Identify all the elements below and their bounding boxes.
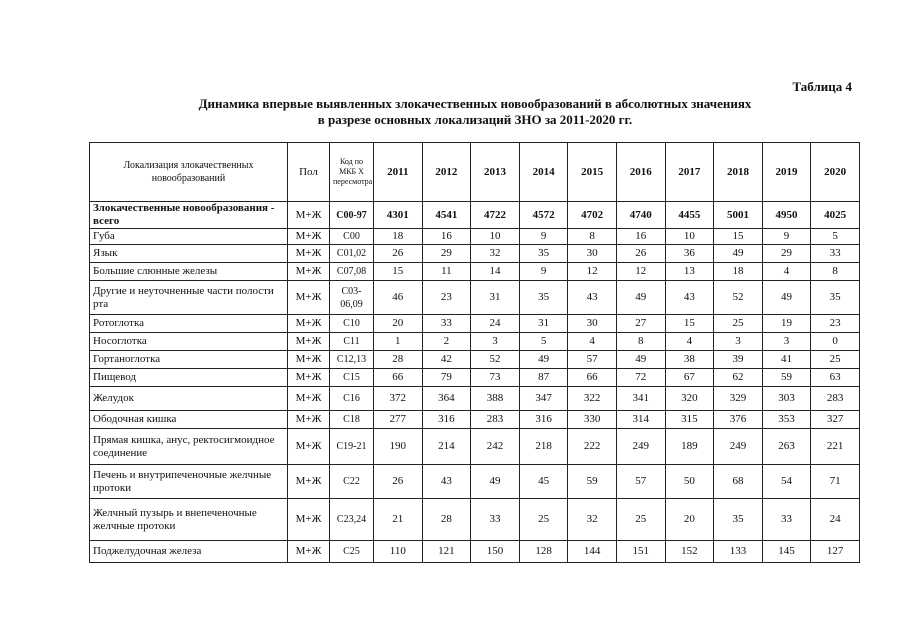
localization-cell: Большие слюнные железы bbox=[90, 263, 288, 281]
header-year: 2013 bbox=[471, 143, 520, 202]
table-title bbox=[150, 96, 800, 128]
value-cell: 32 bbox=[471, 245, 520, 263]
value-cell: 8 bbox=[568, 229, 617, 245]
value-cell: 190 bbox=[374, 429, 423, 465]
value-cell: 189 bbox=[665, 429, 714, 465]
value-cell: 25 bbox=[519, 499, 568, 541]
value-cell: 19 bbox=[762, 315, 811, 333]
header-year: 2020 bbox=[811, 143, 860, 202]
value-cell: 24 bbox=[471, 315, 520, 333]
header-year: 2011 bbox=[374, 143, 423, 202]
table-row bbox=[90, 333, 860, 351]
value-cell: 214 bbox=[422, 429, 471, 465]
value-cell: 66 bbox=[374, 369, 423, 387]
value-cell: 121 bbox=[422, 541, 471, 563]
value-cell: 57 bbox=[616, 465, 665, 499]
value-cell: 4025 bbox=[811, 202, 860, 229]
value-cell: 133 bbox=[714, 541, 763, 563]
value-cell: 320 bbox=[665, 387, 714, 411]
value-cell: 20 bbox=[665, 499, 714, 541]
code-cell: C25 bbox=[330, 541, 374, 563]
value-cell: 3 bbox=[762, 333, 811, 351]
value-cell: 27 bbox=[616, 315, 665, 333]
value-cell: 36 bbox=[665, 245, 714, 263]
value-cell: 21 bbox=[374, 499, 423, 541]
value-cell: 15 bbox=[714, 229, 763, 245]
value-cell: 4722 bbox=[471, 202, 520, 229]
table-row bbox=[90, 229, 860, 245]
value-cell: 16 bbox=[422, 229, 471, 245]
value-cell: 28 bbox=[422, 499, 471, 541]
value-cell: 52 bbox=[471, 351, 520, 369]
value-cell: 315 bbox=[665, 411, 714, 429]
sex-cell: М+Ж bbox=[288, 281, 330, 315]
value-cell: 329 bbox=[714, 387, 763, 411]
table-label: Таблица 4 bbox=[792, 79, 852, 94]
table-row bbox=[90, 429, 860, 465]
value-cell: 10 bbox=[471, 229, 520, 245]
value-cell: 59 bbox=[762, 369, 811, 387]
localization-cell: Другие и неуточненные части полости рта bbox=[90, 281, 288, 315]
value-cell: 25 bbox=[714, 315, 763, 333]
value-cell: 31 bbox=[519, 315, 568, 333]
code-cell: C19-21 bbox=[330, 429, 374, 465]
value-cell: 59 bbox=[568, 465, 617, 499]
value-cell: 57 bbox=[568, 351, 617, 369]
header-year: 2015 bbox=[568, 143, 617, 202]
table-header-row bbox=[90, 143, 860, 202]
value-cell: 3 bbox=[714, 333, 763, 351]
value-cell: 49 bbox=[616, 281, 665, 315]
value-cell: 8 bbox=[811, 263, 860, 281]
incidence-table bbox=[89, 142, 860, 563]
code-cell: C01,02 bbox=[330, 245, 374, 263]
value-cell: 29 bbox=[422, 245, 471, 263]
value-cell: 68 bbox=[714, 465, 763, 499]
value-cell: 4455 bbox=[665, 202, 714, 229]
value-cell: 24 bbox=[811, 499, 860, 541]
value-cell: 41 bbox=[762, 351, 811, 369]
sex-cell: М+Ж bbox=[288, 245, 330, 263]
sex-cell: М+Ж bbox=[288, 369, 330, 387]
value-cell: 376 bbox=[714, 411, 763, 429]
value-cell: 66 bbox=[568, 369, 617, 387]
value-cell: 35 bbox=[519, 281, 568, 315]
value-cell: 303 bbox=[762, 387, 811, 411]
value-cell: 35 bbox=[519, 245, 568, 263]
code-cell: C18 bbox=[330, 411, 374, 429]
value-cell: 9 bbox=[519, 263, 568, 281]
value-cell: 249 bbox=[714, 429, 763, 465]
value-cell: 23 bbox=[811, 315, 860, 333]
value-cell: 327 bbox=[811, 411, 860, 429]
value-cell: 128 bbox=[519, 541, 568, 563]
table-row bbox=[90, 351, 860, 369]
value-cell: 5 bbox=[811, 229, 860, 245]
sex-cell: М+Ж bbox=[288, 229, 330, 245]
value-cell: 29 bbox=[762, 245, 811, 263]
code-cell: C00 bbox=[330, 229, 374, 245]
value-cell: 71 bbox=[811, 465, 860, 499]
title-line-1: Динамика впервые выявленных злокачественных новообразований в абсолютных значениях bbox=[198, 96, 752, 111]
value-cell: 3 bbox=[471, 333, 520, 351]
value-cell: 372 bbox=[374, 387, 423, 411]
value-cell: 9 bbox=[519, 229, 568, 245]
code-cell: C00-97 bbox=[330, 202, 374, 229]
value-cell: 30 bbox=[568, 245, 617, 263]
value-cell: 263 bbox=[762, 429, 811, 465]
sex-cell: М+Ж bbox=[288, 202, 330, 229]
value-cell: 10 bbox=[665, 229, 714, 245]
value-cell: 353 bbox=[762, 411, 811, 429]
localization-cell: Желчный пузырь и внепеченочные желчные протоки bbox=[90, 499, 288, 541]
localization-cell: Желудок bbox=[90, 387, 288, 411]
value-cell: 43 bbox=[665, 281, 714, 315]
localization-cell: Злокачественные новообразования - всего bbox=[90, 202, 288, 229]
value-cell: 25 bbox=[811, 351, 860, 369]
value-cell: 87 bbox=[519, 369, 568, 387]
value-cell: 28 bbox=[374, 351, 423, 369]
header-year: 2012 bbox=[422, 143, 471, 202]
localization-cell: Пищевод bbox=[90, 369, 288, 387]
code-cell: C23,24 bbox=[330, 499, 374, 541]
value-cell: 144 bbox=[568, 541, 617, 563]
value-cell: 49 bbox=[471, 465, 520, 499]
value-cell: 63 bbox=[811, 369, 860, 387]
value-cell: 46 bbox=[374, 281, 423, 315]
value-cell: 4702 bbox=[568, 202, 617, 229]
table-row bbox=[90, 202, 860, 229]
table-row bbox=[90, 541, 860, 563]
value-cell: 242 bbox=[471, 429, 520, 465]
value-cell: 330 bbox=[568, 411, 617, 429]
localization-cell: Прямая кишка, анус, ректосигмоидное соединение bbox=[90, 429, 288, 465]
value-cell: 16 bbox=[616, 229, 665, 245]
sex-cell: М+Ж bbox=[288, 315, 330, 333]
sex-cell: М+Ж bbox=[288, 333, 330, 351]
value-cell: 316 bbox=[519, 411, 568, 429]
value-cell: 316 bbox=[422, 411, 471, 429]
value-cell: 314 bbox=[616, 411, 665, 429]
localization-cell: Ободочная кишка bbox=[90, 411, 288, 429]
value-cell: 31 bbox=[471, 281, 520, 315]
table-row bbox=[90, 263, 860, 281]
sex-cell: М+Ж bbox=[288, 351, 330, 369]
value-cell: 4740 bbox=[616, 202, 665, 229]
value-cell: 1 bbox=[374, 333, 423, 351]
value-cell: 218 bbox=[519, 429, 568, 465]
value-cell: 322 bbox=[568, 387, 617, 411]
code-cell: C12,13 bbox=[330, 351, 374, 369]
value-cell: 221 bbox=[811, 429, 860, 465]
value-cell: 32 bbox=[568, 499, 617, 541]
sex-cell: М+Ж bbox=[288, 499, 330, 541]
value-cell: 35 bbox=[811, 281, 860, 315]
code-cell: C10 bbox=[330, 315, 374, 333]
code-cell: C07,08 bbox=[330, 263, 374, 281]
localization-cell: Ротоглотка bbox=[90, 315, 288, 333]
table-row bbox=[90, 499, 860, 541]
value-cell: 15 bbox=[665, 315, 714, 333]
value-cell: 150 bbox=[471, 541, 520, 563]
header-year: 2017 bbox=[665, 143, 714, 202]
code-cell: C15 bbox=[330, 369, 374, 387]
value-cell: 152 bbox=[665, 541, 714, 563]
value-cell: 283 bbox=[471, 411, 520, 429]
sex-cell: М+Ж bbox=[288, 465, 330, 499]
table-row bbox=[90, 315, 860, 333]
value-cell: 52 bbox=[714, 281, 763, 315]
value-cell: 38 bbox=[665, 351, 714, 369]
header-year: 2014 bbox=[519, 143, 568, 202]
value-cell: 49 bbox=[616, 351, 665, 369]
header-code: Код по МКБ X пересмотра bbox=[330, 143, 374, 202]
value-cell: 15 bbox=[374, 263, 423, 281]
value-cell: 23 bbox=[422, 281, 471, 315]
code-cell: C03-06,09 bbox=[330, 281, 374, 315]
value-cell: 283 bbox=[811, 387, 860, 411]
table-row bbox=[90, 281, 860, 315]
value-cell: 45 bbox=[519, 465, 568, 499]
value-cell: 14 bbox=[471, 263, 520, 281]
value-cell: 25 bbox=[616, 499, 665, 541]
value-cell: 67 bbox=[665, 369, 714, 387]
value-cell: 222 bbox=[568, 429, 617, 465]
sex-cell: М+Ж bbox=[288, 429, 330, 465]
localization-cell: Печень и внутрипеченочные желчные протоки bbox=[90, 465, 288, 499]
value-cell: 151 bbox=[616, 541, 665, 563]
value-cell: 26 bbox=[374, 465, 423, 499]
value-cell: 26 bbox=[374, 245, 423, 263]
value-cell: 13 bbox=[665, 263, 714, 281]
code-cell: C11 bbox=[330, 333, 374, 351]
localization-cell: Поджелудочная железа bbox=[90, 541, 288, 563]
value-cell: 33 bbox=[811, 245, 860, 263]
value-cell: 127 bbox=[811, 541, 860, 563]
header-localization: Локализация злокачественных новообразований bbox=[90, 143, 288, 202]
value-cell: 42 bbox=[422, 351, 471, 369]
value-cell: 62 bbox=[714, 369, 763, 387]
header-year: 2019 bbox=[762, 143, 811, 202]
value-cell: 30 bbox=[568, 315, 617, 333]
value-cell: 347 bbox=[519, 387, 568, 411]
sex-cell: М+Ж bbox=[288, 387, 330, 411]
value-cell: 50 bbox=[665, 465, 714, 499]
value-cell: 49 bbox=[714, 245, 763, 263]
value-cell: 388 bbox=[471, 387, 520, 411]
value-cell: 39 bbox=[714, 351, 763, 369]
value-cell: 73 bbox=[471, 369, 520, 387]
value-cell: 4541 bbox=[422, 202, 471, 229]
sex-cell: М+Ж bbox=[288, 263, 330, 281]
value-cell: 277 bbox=[374, 411, 423, 429]
value-cell: 249 bbox=[616, 429, 665, 465]
value-cell: 18 bbox=[714, 263, 763, 281]
value-cell: 5 bbox=[519, 333, 568, 351]
header-sex: Пол bbox=[288, 143, 330, 202]
value-cell: 4950 bbox=[762, 202, 811, 229]
sex-cell: М+Ж bbox=[288, 411, 330, 429]
value-cell: 20 bbox=[374, 315, 423, 333]
value-cell: 0 bbox=[811, 333, 860, 351]
value-cell: 18 bbox=[374, 229, 423, 245]
value-cell: 43 bbox=[568, 281, 617, 315]
value-cell: 2 bbox=[422, 333, 471, 351]
value-cell: 72 bbox=[616, 369, 665, 387]
localization-cell: Губа bbox=[90, 229, 288, 245]
value-cell: 4 bbox=[762, 263, 811, 281]
table-row bbox=[90, 369, 860, 387]
value-cell: 110 bbox=[374, 541, 423, 563]
table-body bbox=[90, 202, 860, 563]
value-cell: 364 bbox=[422, 387, 471, 411]
value-cell: 79 bbox=[422, 369, 471, 387]
value-cell: 43 bbox=[422, 465, 471, 499]
localization-cell: Носоглотка bbox=[90, 333, 288, 351]
value-cell: 145 bbox=[762, 541, 811, 563]
value-cell: 33 bbox=[422, 315, 471, 333]
value-cell: 4572 bbox=[519, 202, 568, 229]
value-cell: 12 bbox=[568, 263, 617, 281]
header-year: 2016 bbox=[616, 143, 665, 202]
value-cell: 49 bbox=[519, 351, 568, 369]
header-year: 2018 bbox=[714, 143, 763, 202]
value-cell: 12 bbox=[616, 263, 665, 281]
value-cell: 8 bbox=[616, 333, 665, 351]
value-cell: 5001 bbox=[714, 202, 763, 229]
sex-cell: М+Ж bbox=[288, 541, 330, 563]
value-cell: 4301 bbox=[374, 202, 423, 229]
localization-cell: Язык bbox=[90, 245, 288, 263]
value-cell: 9 bbox=[762, 229, 811, 245]
table-row bbox=[90, 245, 860, 263]
localization-cell: Гортаноглотка bbox=[90, 351, 288, 369]
value-cell: 4 bbox=[568, 333, 617, 351]
value-cell: 54 bbox=[762, 465, 811, 499]
value-cell: 11 bbox=[422, 263, 471, 281]
value-cell: 341 bbox=[616, 387, 665, 411]
value-cell: 33 bbox=[471, 499, 520, 541]
code-cell: C22 bbox=[330, 465, 374, 499]
value-cell: 26 bbox=[616, 245, 665, 263]
title-line-2: в разрезе основных локализаций ЗНО за 2011-2020 гг. bbox=[317, 112, 633, 127]
value-cell: 33 bbox=[762, 499, 811, 541]
table-row bbox=[90, 411, 860, 429]
table-row bbox=[90, 465, 860, 499]
value-cell: 35 bbox=[714, 499, 763, 541]
table-row bbox=[90, 387, 860, 411]
value-cell: 49 bbox=[762, 281, 811, 315]
code-cell: C16 bbox=[330, 387, 374, 411]
value-cell: 4 bbox=[665, 333, 714, 351]
